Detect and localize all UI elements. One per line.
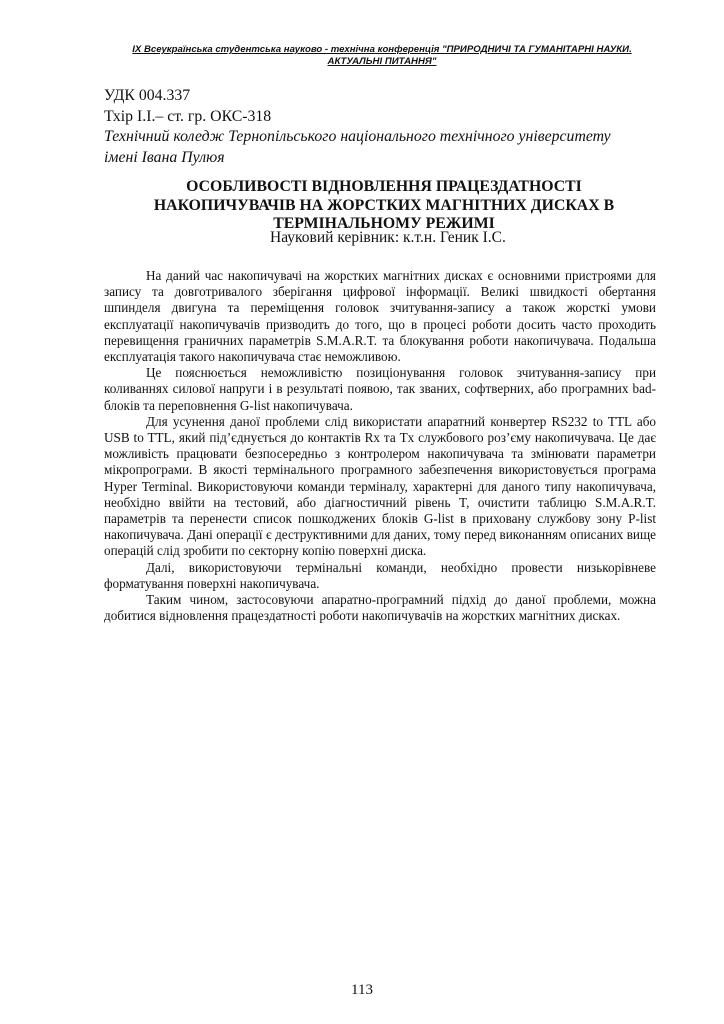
body-paragraph-1: На даний час накопичувачі на жорстких магнітних дисках є основними пристроями для запису та довготривалого зберігання цифрової інформації. Великі швидкості обертання шпинделя двигуна та переміщення головок зчитування-запису а також жорсткі умови експлуатації накопичувачів призводить до того, що в процесі роботи досить часто проходить перевищення граничних параметрів S.M.A.R.T. та блокування роботи накопичувача. Подальша експлуатація такого накопичувача стає неможливою. xyxy=(104,268,656,365)
conference-header-line-1: IX Всеукраїнська студентська науково - технічна конференція "ПРИРОДНИЧІ ТА ГУМАНІТАРНІ НАУКИ. xyxy=(132,44,632,55)
author-line: Тхір І.І.– ст. гр. ОКС-318 xyxy=(104,107,272,125)
conference-header xyxy=(108,44,656,67)
page-number: 113 xyxy=(351,982,373,998)
body-paragraph-2: Це пояснюється неможливістю позиціонування головок зчитування-запису при коливаннях силової напруги і в результаті появою, так званих, софтверних, або програмних bad-блоків та переповнення G-list накопичувача. xyxy=(104,365,656,413)
paper-meta xyxy=(104,86,664,168)
conference-header-line-2: АКТУАЛЬНІ ПИТАННЯ" xyxy=(327,55,437,67)
udc-code: УДК 004.337 xyxy=(104,87,191,104)
paper-body xyxy=(104,268,656,624)
body-paragraph-5: Таким чином, застосовуючи апаратно-програмний підхід до даної проблеми, можна добитися відновлення працездатності роботи накопичувачів на жорстких магнітних дисках. xyxy=(104,592,656,624)
body-paragraph-4: Далі, використовуючи термінальні команди, необхідно провести низькорівневе форматування поверхні накопичувача. xyxy=(104,559,656,591)
affiliation-line-2: імені Івана Пулюя xyxy=(104,148,225,166)
paper-title-line-1: ОСОБЛИВОСТІ ВІДНОВЛЕННЯ ПРАЦЕЗДАТНОСТІ xyxy=(186,178,582,195)
paper-title-line-2: НАКОПИЧУВАЧІВ НА ЖОРСТКИХ МАГНІТНИХ ДИСКАХ В xyxy=(153,196,615,214)
paper-title xyxy=(104,178,664,234)
paper-title-line-3: ТЕРМІНАЛЬНОМУ РЕЖИМІ xyxy=(273,215,495,232)
body-paragraph-3: Для усунення даної проблеми слід використати апаратний конвертер RS232 to TTL або USB to TTL, який під’єднується до контактів Rx та Tx службового роз’єму накопичувача. Це дає можливість працювати безпосередньо з контролером накопичувача та змінювати параметри мікропрограми. В якості термінального програмного забезпечення використовується програма Hyper Terminal. Використовуючи команди терміналу, характерні для даного типу накопичувача, необхідно ввійти на тестовий, або діагностичний рівень T, очистити таблицю S.M.A.R.T. параметрів та перенести список пошкоджених блоків G-list в приховану службову зону P-list накопичувача. Дані операції є деструктивними для даних, тому перед виконанням описаних вище операцій слід зробити по секторну копію поверхні диска. xyxy=(104,413,656,559)
affiliation-line-1: Технічний коледж Тернопільського національного технічного університету xyxy=(104,128,611,145)
scientific-supervisor: Науковий керівник: к.т.н. Геник І.С. xyxy=(270,229,506,246)
